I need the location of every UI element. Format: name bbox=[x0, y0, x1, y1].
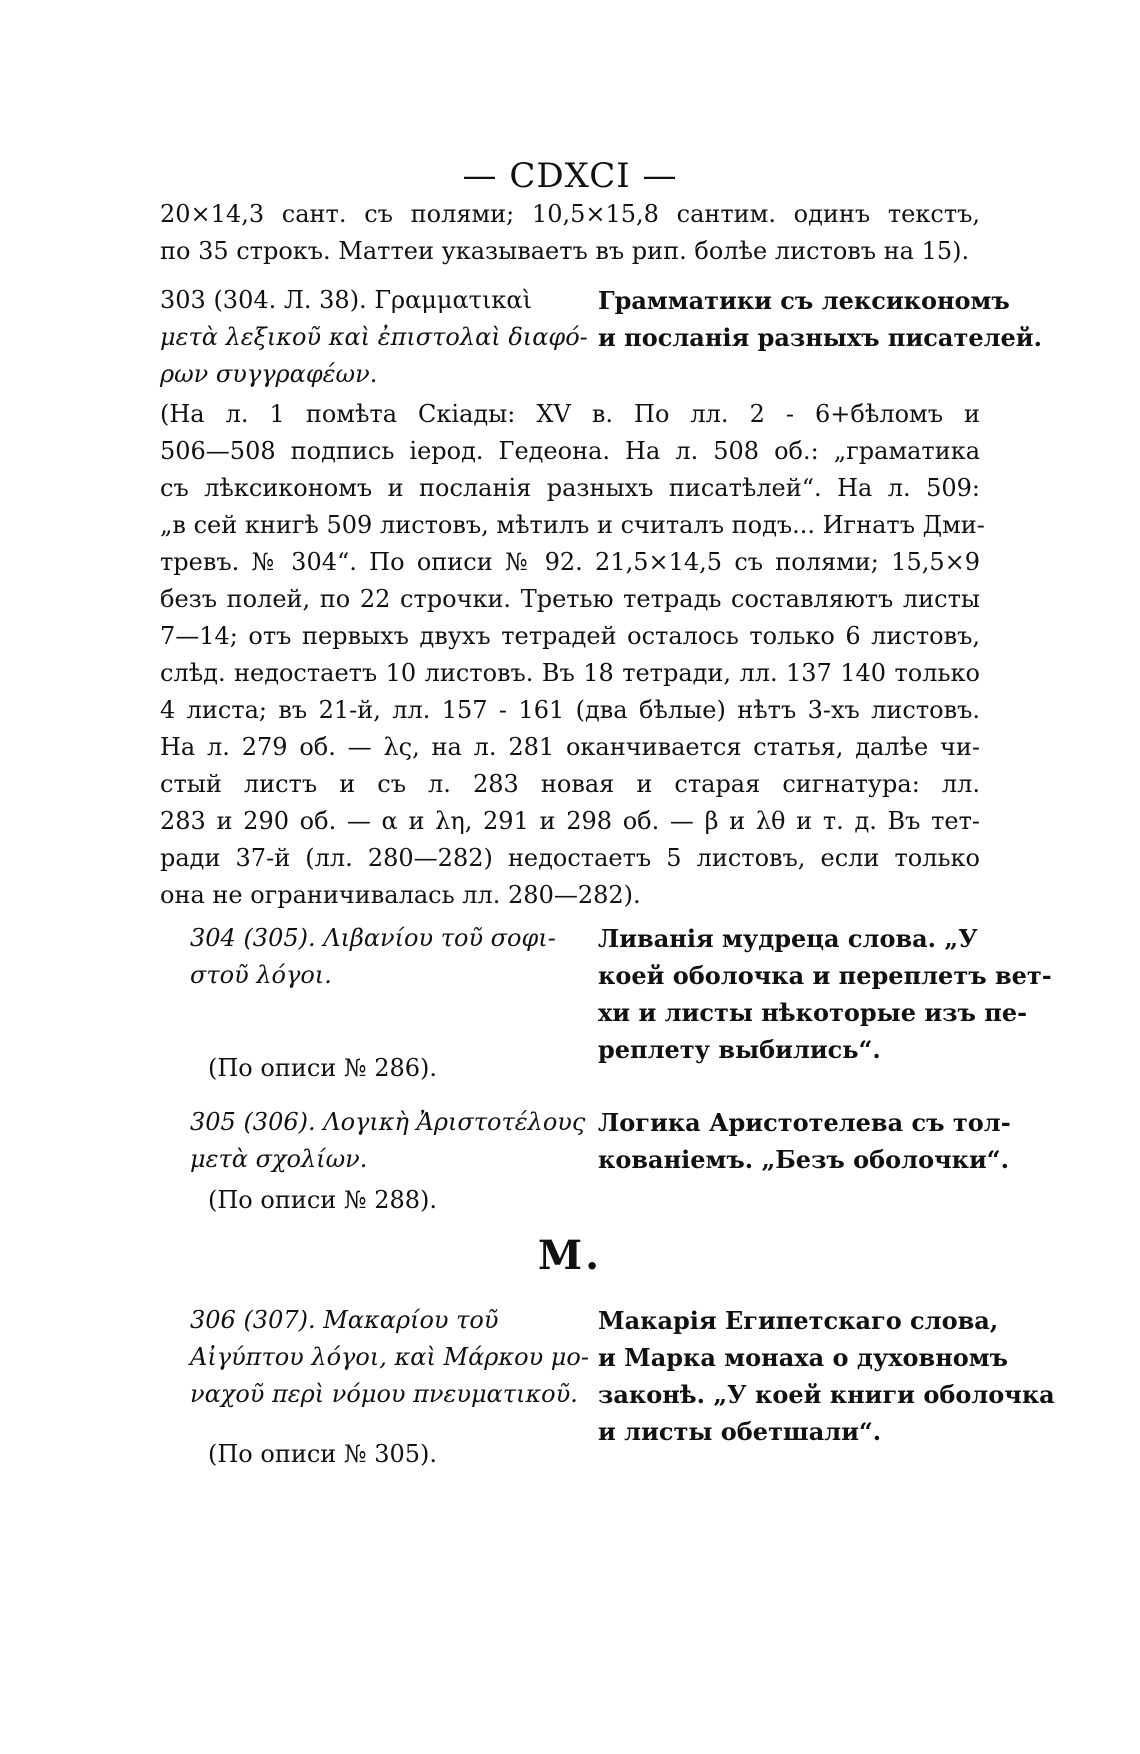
title-line: Αἰγύπτου λόγοι, καὶ Μάρκου μο- bbox=[190, 1343, 589, 1371]
entry-306-inventory-ref bbox=[208, 1436, 568, 1473]
title-line: μετὰ λεξικοῦ καὶ ἐπιστολαὶ διαφό- bbox=[160, 323, 588, 351]
title-line: 304 (305). Λιβανίου τοῦ σοφι- bbox=[190, 924, 556, 952]
note-line: ради 37-й (лл. 280—282) недостаетъ 5 листовъ, если только bbox=[160, 844, 980, 872]
entry-303-russian-title bbox=[598, 282, 1042, 356]
title-line: хи и листы нѣкоторые изъ пе- bbox=[598, 998, 1028, 1027]
title-line: 306 (307). Μακαρίου τοῦ bbox=[190, 1306, 499, 1334]
note-line: 283 и 290 об. — α и λη, 291 и 298 об. — β и λθ и т. д. Въ тет- bbox=[160, 807, 980, 835]
intro-paragraph bbox=[160, 196, 980, 270]
title-line: Ливанія мудреца слова. „У bbox=[598, 924, 978, 953]
entry-305-greek-title bbox=[190, 1104, 590, 1178]
title-line: законѣ. „У коей книги оболочка bbox=[598, 1380, 1055, 1409]
section-heading: М. bbox=[537, 1232, 603, 1279]
note-line: съ лѣксикономъ и посланія разныхъ писатѣлей“. На л. 509: bbox=[160, 474, 980, 502]
title-line: реплету выбились“. bbox=[598, 1035, 881, 1064]
note-line: „в сей книгѣ 509 листовъ, мѣтилъ и считалъ подъ... Игнатъ Дми- bbox=[160, 511, 985, 539]
note-line: безъ полей, по 22 строчки. Третью тетрадь составляютъ листы bbox=[160, 585, 980, 613]
entry-303-greek-title bbox=[160, 282, 588, 393]
title-line: στοῦ λόγοι. bbox=[190, 961, 332, 989]
title-line: и листы обетшали“. bbox=[598, 1417, 882, 1446]
note-line: На л. 279 об. — λς, на л. 281 оканчивается статья, далѣе чи- bbox=[160, 733, 980, 761]
title-line: 305 (306). Λογικὴ Ἀριστοτέλους bbox=[190, 1108, 586, 1136]
note-line: тревъ. № 304“. По описи № 92. 21,5×14,5 съ полями; 15,5×9 bbox=[160, 548, 980, 576]
note-line: (На л. 1 помѣта Скіады: XV в. По лл. 2 - 6+бѣломъ и bbox=[160, 400, 980, 428]
title-line: и посланія разныхъ писателей. bbox=[598, 323, 1042, 352]
note-line: 4 листа; въ 21-й, лл. 157 - 161 (два бѣлые) нѣтъ 3-хъ листовъ. bbox=[160, 696, 980, 724]
entry-306-greek-title bbox=[190, 1302, 590, 1413]
entry-304-greek-title bbox=[190, 920, 580, 994]
note-line: 7—14; отъ первыхъ двухъ тетрадей осталось только 6 листовъ, bbox=[160, 622, 980, 650]
note-line: 506—508 подпись іерод. Гедеона. На л. 508 об.: „граматика bbox=[160, 437, 980, 465]
entry-305-inventory-ref bbox=[208, 1182, 568, 1219]
note-line: стый листъ и съ л. 283 новая и старая сигнатура: лл. bbox=[160, 770, 980, 798]
ref-line: (По описи № 288). bbox=[208, 1186, 438, 1214]
intro-line: по 35 строкъ. Маттеи указываетъ въ рип. болѣе листовъ на 15). bbox=[160, 237, 970, 265]
title-line: Макарія Египетскаго слова, bbox=[598, 1306, 999, 1335]
title-line: ναχοῦ περὶ νόμου πνευματικοῦ. bbox=[190, 1380, 578, 1408]
title-line: и Марка монаха о духовномъ bbox=[598, 1343, 1009, 1372]
title-line: μετὰ σχολίων. bbox=[190, 1145, 368, 1173]
intro-line: 20×14,3 сант. съ полями; 10,5×15,8 сантим. одинъ текстъ, bbox=[160, 200, 980, 228]
title-line: ρων συγγραφέων. bbox=[160, 360, 378, 388]
title-line: 303 (304. Л. 38). Γραμματικαὶ bbox=[160, 286, 532, 314]
note-line: слѣд. недостаетъ 10 листовъ. Въ 18 тетради, лл. 137 140 только bbox=[160, 659, 980, 687]
title-line: Грамматики съ лексикономъ bbox=[598, 286, 1010, 315]
entry-305-russian-title bbox=[598, 1104, 1011, 1178]
entry-304-inventory-ref bbox=[208, 1050, 568, 1087]
entry-304-russian-title bbox=[598, 920, 1052, 1068]
note-line: она не ограничивалась лл. 280—282). bbox=[160, 881, 641, 909]
page-number-header: — CDXCI — bbox=[462, 156, 678, 196]
ref-line: (По описи № 286). bbox=[208, 1054, 438, 1082]
title-line: коей оболочка и переплетъ вет- bbox=[598, 961, 1052, 990]
title-line: Логика Аристотелева съ тол- bbox=[598, 1108, 1011, 1137]
entry-306-russian-title bbox=[598, 1302, 1055, 1450]
ref-line: (По описи № 305). bbox=[208, 1440, 438, 1468]
entry-303-note bbox=[160, 396, 985, 914]
title-line: кованіемъ. „Безъ оболочки“. bbox=[598, 1145, 1009, 1174]
